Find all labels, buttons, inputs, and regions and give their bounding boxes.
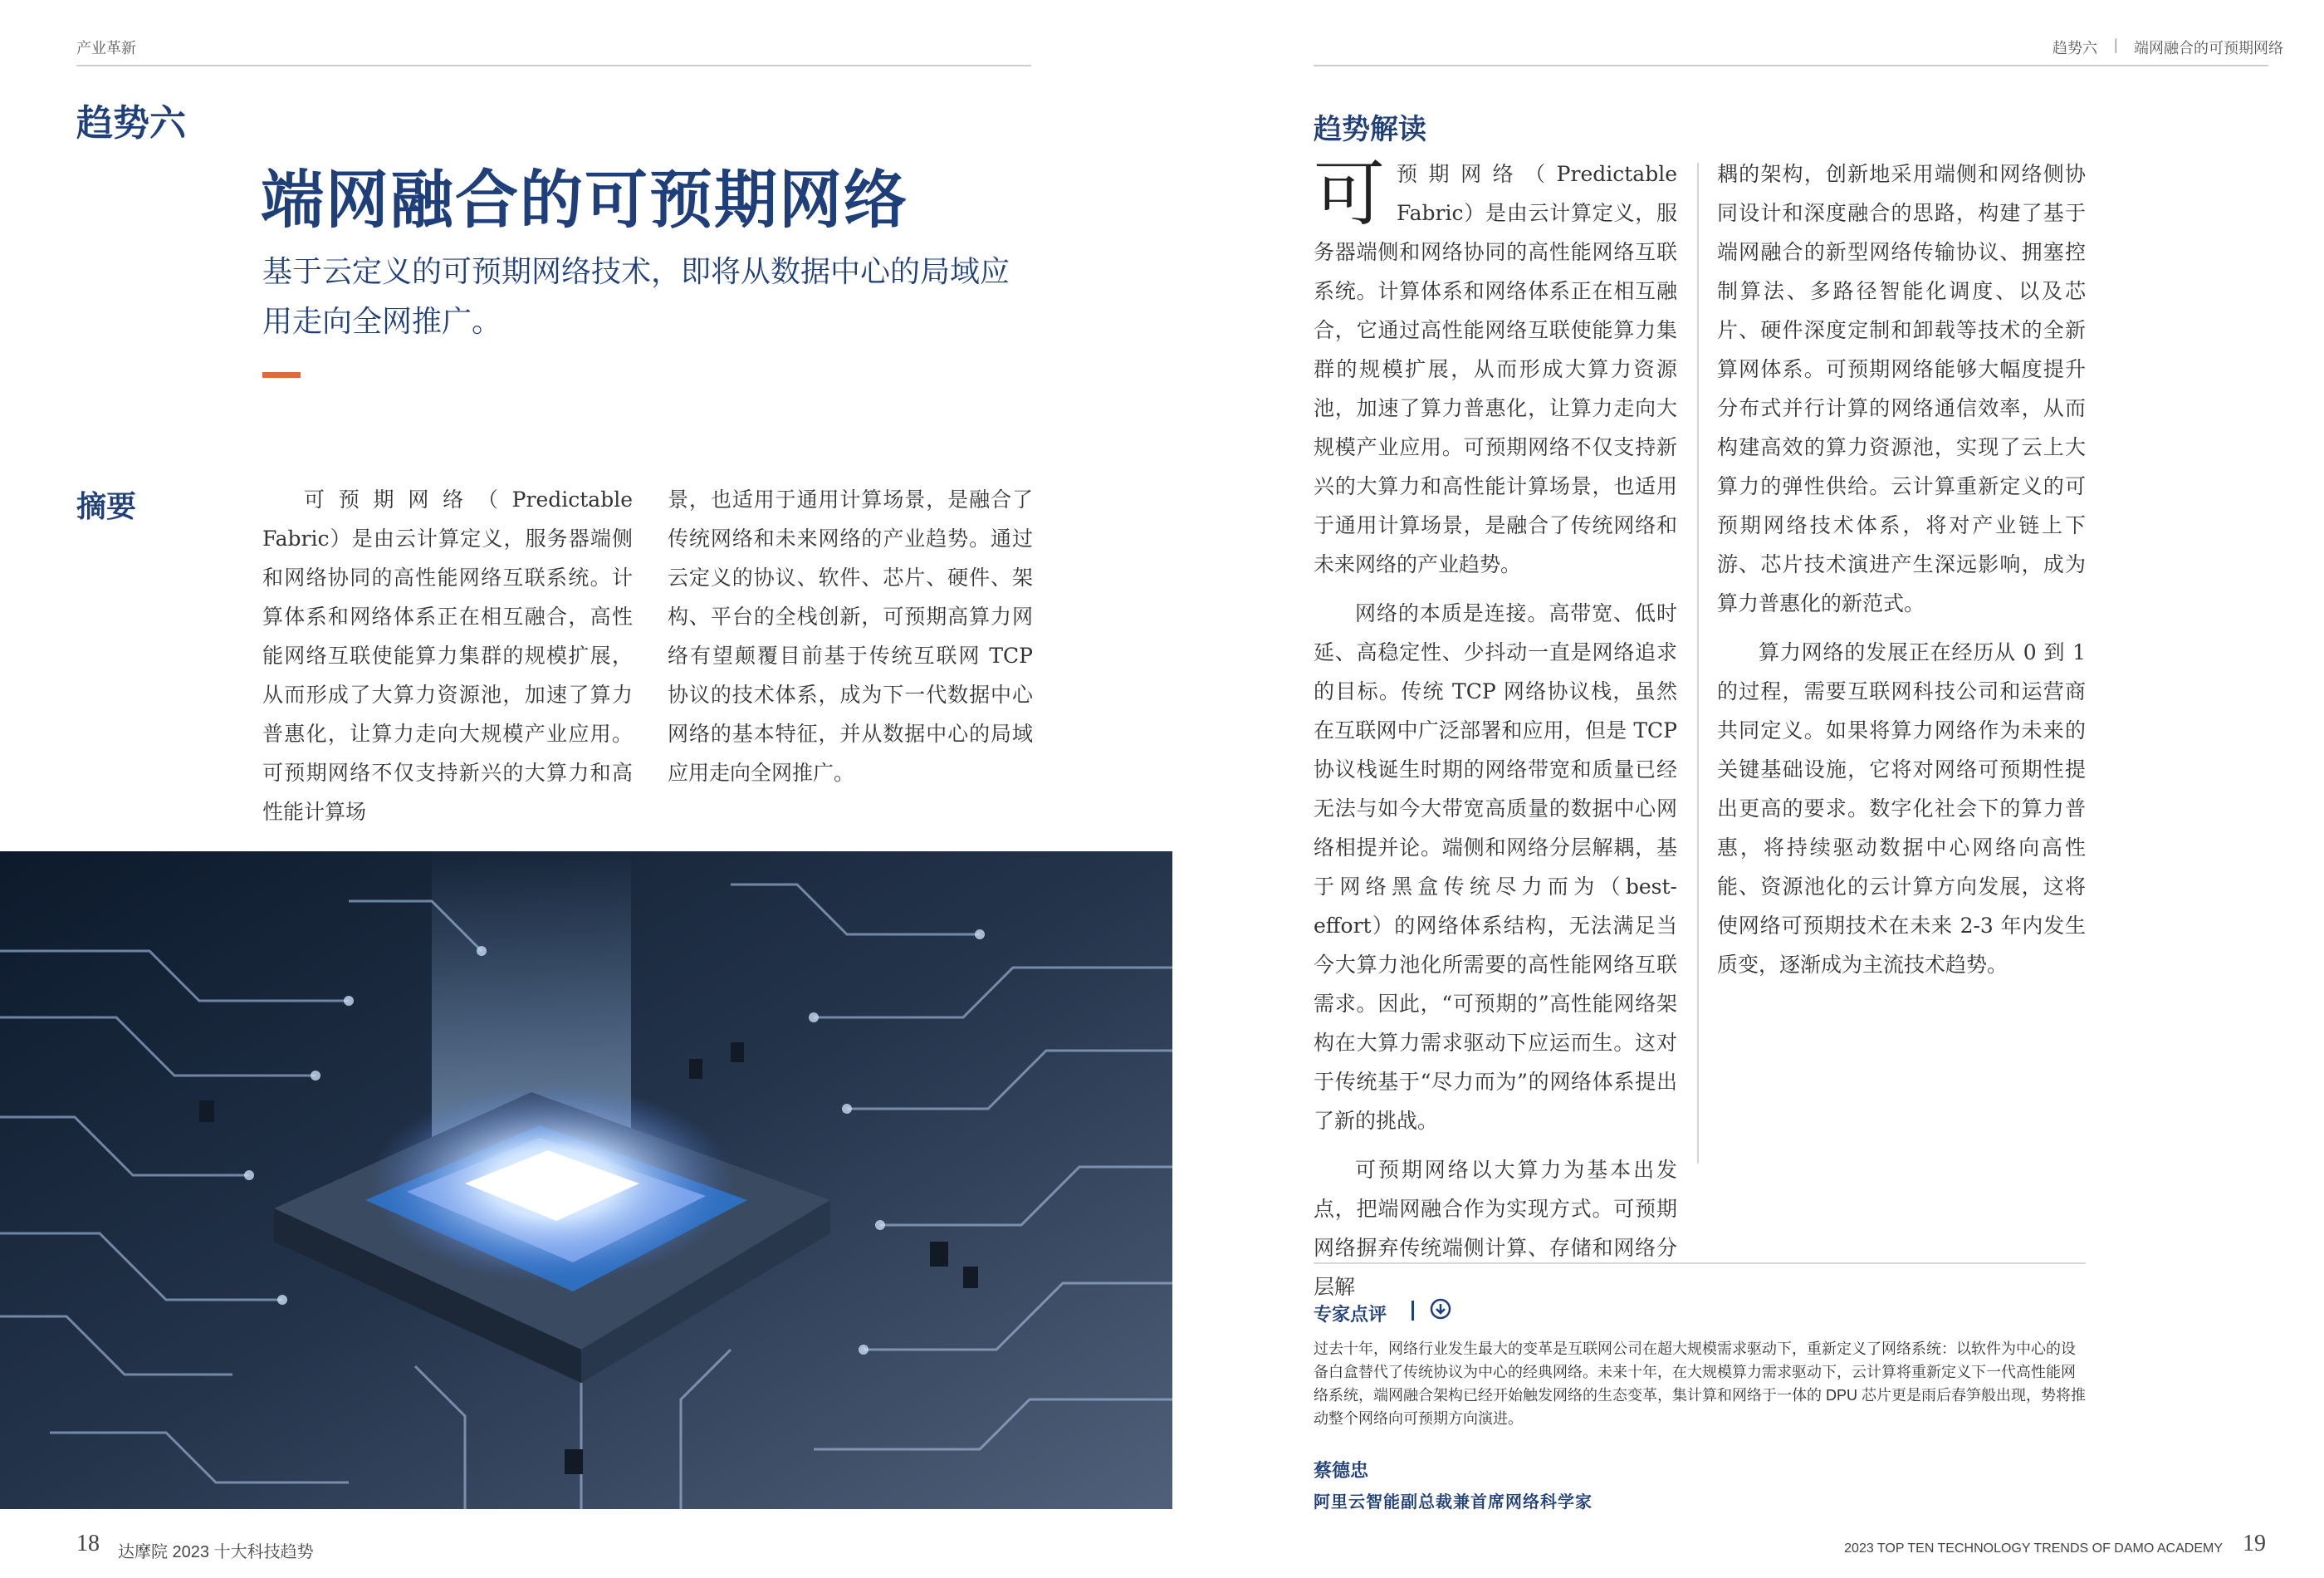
column-separator — [1697, 163, 1699, 1164]
circle-down-arrow-icon — [1430, 1298, 1451, 1320]
abstract-column-2 — [668, 480, 1033, 792]
page-subtitle: 基于云定义的可预期网络技术，即将从数据中心的局域应用走向全网推广。 — [262, 255, 1010, 339]
expert-heading: 专家点评 — [1314, 1304, 1387, 1325]
article-paragraph-4: 耦的架构，创新地采用端侧和网络侧协同设计和深度融合的思路，构建了基于端网融合的新型网络传输协议、拥塞控制算法、多路径智能化调度、以及芯片、硬件深度定制和卸载等技术的全新算网体系。可预期网络能够大幅度提升分布式并行计算的网络通信效率，从而构建高效的算力资源池，实现了云上大算力的弹性供给。云计算重新定义的可预期网络技术体系，将对产业链上下游、芯片技术演进产生深远影响，成为算力普惠化的新范式。 — [1717, 162, 2086, 615]
section-heading: 趋势解读 — [1314, 113, 1426, 146]
article-column-2 — [1717, 154, 2086, 984]
article-paragraph-5: 算力网络的发展正在经历从 0 到 1 的过程，需要互联网科技公司和运营商共同定义。如果将算力网络作为未来的关键基础设施，它将对网络可预期性提出更高的要求。数字化社会下的算力普惠，将持续驱动数据中心网络向高性能、资源池化的云计算方向发展，这将使网络可预期技术在未来 2-3 年内发生质变，逐渐成为主流技术趋势。 — [1717, 640, 2086, 977]
header-trend-number: 趋势六 — [2052, 40, 2097, 56]
page-number-right: 19 — [2243, 1531, 2266, 1556]
abstract-paragraph-1: 可预期网络（Predictable Fabric）是由云计算定义，服务器端侧和网络协同的高性能网络互联系统。计算体系和网络体系正在相互融合，高性能网络互联使能算力集群的规模扩展，从而形成了大算力资源池，加速了算力普惠化，让算力走向大规模产业应用。可预期网络不仅支持新兴的大算力和高性能计算场 — [262, 488, 633, 824]
footer-right-text: 2023 TOP TEN TECHNOLOGY TRENDS OF DAMO ACADEMY — [1844, 1541, 2223, 1556]
article-paragraph-2: 网络的本质是连接。高带宽、低时延、高稳定性、少抖动一直是网络追求的目标。传统 TCP 网络协议栈，虽然在互联网中广泛部署和应用，但是 TCP 协议栈诞生时期的网络带宽和质量已经无法与如今大带宽高质量的数据中心网络相提并论。端侧和网络分层解耦，基于网络黑盒传统尽力而为（best-effort）的网络体系结构，无法满足当今大算力池化所需要的高性能网络互联需求。因此，“可预期的”高性能网络架构在大算力需求驱动下应运而生。这对于传统基于“尽力而为”的网络体系提出了新的挑战。 — [1314, 601, 1677, 1133]
abstract-heading: 摘要 — [76, 489, 137, 524]
hero-chip-image — [0, 851, 1172, 1509]
footer-left-text: 达摩院 2023 十大科技趋势 — [118, 1543, 314, 1561]
accent-divider — [262, 372, 301, 378]
expert-rule — [1314, 1262, 2086, 1264]
abstract-column-1 — [262, 480, 633, 831]
page-title: 端网融合的可预期网络 — [261, 163, 908, 237]
article-paragraph-1 — [1314, 154, 1677, 584]
article-column-1 — [1314, 154, 1677, 1306]
page-number-left: 18 — [76, 1531, 100, 1556]
header-rule-left — [76, 65, 1031, 66]
expert-heading-bar — [1412, 1301, 1414, 1321]
header-separator: | — [2114, 37, 2118, 53]
abstract-paragraph-2: 景，也适用于通用计算场景，是融合了传统网络和未来网络的产业趋势。通过云定义的协议、软件、芯片、硬件、架构、平台的全栈创新，可预期高算力网络有望颠覆目前基于传统互联网 TCP 协议的技术体系，成为下一代数据中心网络的基本特征，并从数据中心的局域应用走向全网推广。 — [668, 488, 1033, 785]
header-section-label: 产业革新 — [76, 40, 136, 56]
drop-cap: 可 — [1314, 153, 1385, 236]
trend-label: 趋势六 — [76, 102, 186, 145]
article-paragraph-1-text: 预期网络（Predictable Fabric）是由云计算定义，服务器端侧和网络协同的高性能网络互联系统。计算体系和网络体系正在相互融合，它通过高性能网络互联使能算力集群的规模扩展，从而形成大算力资源池，加速了算力普惠化，让算力走向大规模产业应用。可预期网络不仅支持新兴的大算力和高性能计算场景，也适用于通用计算场景，是融合了传统网络和未来网络的产业趋势。 — [1314, 162, 1677, 576]
expert-comment: 过去十年，网络行业发生最大的变革是互联网公司在超大规模需求驱动下，重新定义了网络系统：以软件为中心的设备白盒替代了传统协议为中心的经典网络。未来十年，在大规模算力需求驱动下，云计算将重新定义下一代高性能网络系统，端网融合架构已经开始触发网络的生态变革，集计算和网络于一体的 DPU 芯片更是雨后春笋般出现，势将推动整个网络向可预期方向演进。 — [1314, 1340, 2087, 1427]
expert-name: 蔡德忠 — [1314, 1460, 1369, 1481]
header-rule-right — [1314, 65, 2268, 66]
header-trend-title: 端网融合的可预期网络 — [2134, 40, 2283, 56]
expert-title: 阿里云智能副总裁兼首席网络科学家 — [1314, 1493, 1593, 1512]
article-paragraph-3: 可预期网络以大算力为基本出发点，把端网融合作为实现方式。可预期网络摒弃传统端侧计算、存储和网络分层解 — [1314, 1158, 1677, 1299]
